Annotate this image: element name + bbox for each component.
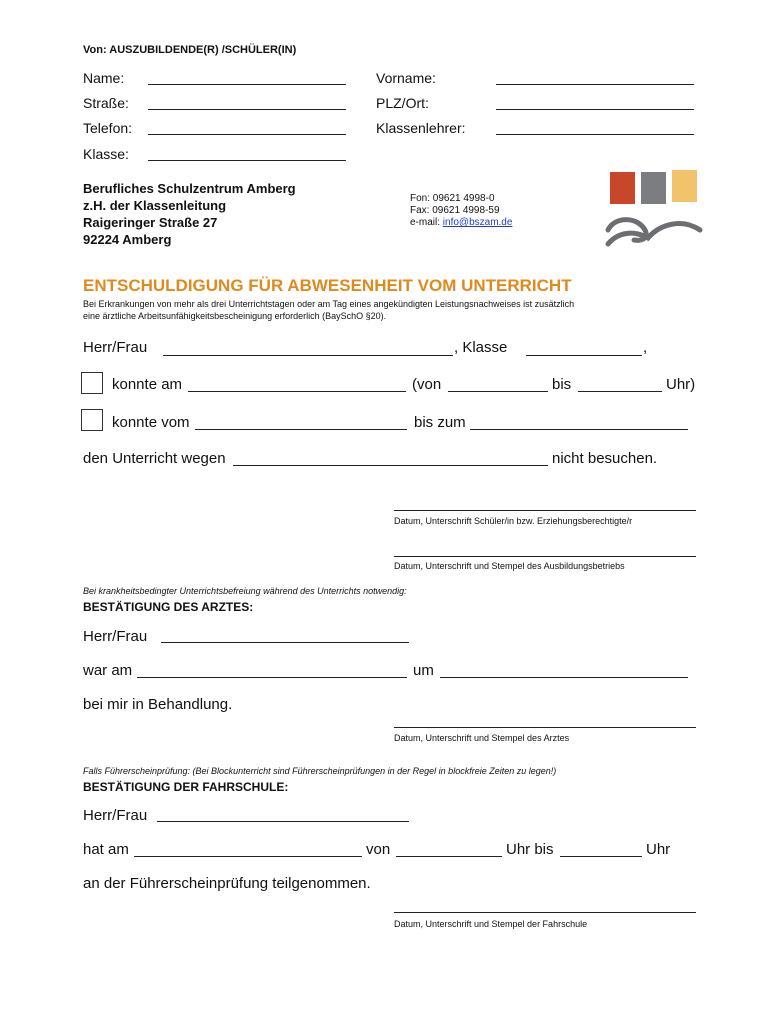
vorname-field[interactable] (496, 84, 694, 85)
contact-fax: Fax: 09621 4998-59 (410, 205, 500, 216)
form-note-line1: Bei Erkrankungen von mehr als drei Unterrichtstagen oder am Tag eines angekündigten Leistungsnachweises ist zusätzlich (83, 299, 575, 309)
address-line2: z.H. der Klassenleitung (83, 198, 227, 213)
um-label: um (413, 662, 434, 679)
signature-arzt-label: Datum, Unterschrift und Stempel des Arztes (394, 733, 570, 743)
signature-arzt-line[interactable] (394, 727, 696, 728)
strasse-label: Straße: (83, 95, 129, 111)
grund-field[interactable] (233, 465, 548, 466)
konnte-vom-label: konnte vom (112, 414, 190, 431)
signature-schueler-label: Datum, Unterschrift Schüler/in bzw. Erziehungsberechtigte/r (394, 516, 633, 526)
bis-label: bis (552, 376, 572, 393)
arzt-herr-frau-field[interactable] (161, 642, 409, 643)
signature-betrieb-label: Datum, Unterschrift und Stempel des Ausbildungsbetriebs (394, 561, 625, 571)
von-time-field[interactable] (448, 391, 548, 392)
plz-field[interactable] (496, 109, 694, 110)
fahr-bis-field[interactable] (560, 856, 642, 857)
von-label: (von (412, 376, 442, 393)
nicht-besuchen-label: nicht besuchen. (552, 450, 658, 467)
war-am-label: war am (83, 662, 133, 679)
email-link[interactable]: info@bszam.de (442, 217, 513, 228)
klasse-field[interactable] (148, 160, 346, 161)
bis-zum-field[interactable] (470, 429, 688, 430)
address-line1: Berufliches Schulzentrum Amberg (83, 181, 296, 196)
signature-betrieb-line[interactable] (394, 556, 696, 557)
sender-heading: Von: AUSZUBILDENDE(R) /SCHÜLER(IN) (83, 44, 297, 56)
form-note (83, 298, 574, 322)
address-line3: Raigeringer Straße 27 (83, 215, 218, 230)
klasse-inline-label: , Klasse (454, 339, 508, 356)
um-field[interactable] (440, 677, 688, 678)
name-label: Name: (83, 70, 125, 86)
konnte-am-label: konnte am (112, 376, 183, 393)
fahr-uhr-label: Uhr (646, 841, 671, 858)
klassenlehrer-field[interactable] (496, 134, 694, 135)
contact-email-row (410, 217, 512, 229)
telefon-field[interactable] (148, 134, 346, 135)
form-note-line2: eine ärztliche Arbeitsunfähigkeitsbescheinigung erforderlich (BaySchO §20). (83, 311, 387, 321)
bis-zum-label: bis zum (414, 414, 466, 431)
behandlung-label: bei mir in Behandlung. (83, 696, 233, 713)
fahr-von-label: von (366, 841, 391, 858)
fahr-von-field[interactable] (396, 856, 502, 857)
address-block (83, 180, 296, 248)
arzt-heading: BESTÄTIGUNG DES ARZTES: (83, 600, 254, 614)
signature-schueler-line[interactable] (394, 510, 696, 511)
klasse-comma: , (643, 339, 648, 356)
war-am-field[interactable] (137, 677, 407, 678)
name-field[interactable] (148, 84, 346, 85)
form-title: ENTSCHULDIGUNG FÜR ABWESENHEIT VOM UNTERRICHT (83, 276, 572, 295)
hat-am-label: hat am (83, 841, 129, 858)
herr-frau-label: Herr/Frau (83, 339, 148, 356)
contact-fon: Fon: 09621 4998-0 (410, 193, 495, 204)
teilgenommen-label: an der Führerscheinprüfung teilgenommen. (83, 875, 371, 892)
vorname-label: Vorname: (376, 70, 436, 86)
unterricht-wegen-label: den Unterricht wegen (83, 450, 226, 467)
uhr-label: Uhr) (666, 376, 696, 393)
fahrschule-herr-frau-label: Herr/Frau (83, 807, 148, 824)
logo-red-block (610, 172, 635, 204)
klassenlehrer-label: Klassenlehrer: (376, 120, 466, 136)
arzt-herr-frau-label: Herr/Frau (83, 628, 148, 645)
konnte-am-field[interactable] (188, 391, 406, 392)
telefon-label: Telefon: (83, 120, 133, 136)
arzt-note: Bei krankheitsbedingter Unterrichtsbefreiung während des Unterrichts notwendig: (83, 586, 407, 596)
fahrschule-note: Falls Führerscheinprüfung: (Bei Blockunterricht sind Führerscheinprüfungen in der Regel in blockfreie Zeiten zu legen!) (83, 766, 557, 776)
hat-am-field[interactable] (134, 856, 362, 857)
signature-fahrschule-label: Datum, Unterschrift und Stempel der Fahrschule (394, 919, 588, 929)
strasse-field[interactable] (148, 109, 346, 110)
plz-label: PLZ/Ort: (376, 95, 429, 111)
bis-time-field[interactable] (578, 391, 662, 392)
klasse-inline-field[interactable] (526, 355, 642, 356)
contact-block (410, 193, 512, 229)
logo-grey-block (641, 172, 666, 204)
address-line4: 92224 Amberg (83, 232, 172, 247)
contact-email-prefix: e-mail: (410, 217, 443, 228)
uhr-bis-label: Uhr bis (506, 841, 554, 858)
fahrschule-herr-frau-field[interactable] (157, 821, 409, 822)
fahrschule-heading: BESTÄTIGUNG DER FAHRSCHULE: (83, 780, 289, 794)
klasse-label: Klasse: (83, 146, 129, 162)
konnte-vom-checkbox[interactable] (81, 409, 103, 431)
bsz-logo-icon (604, 168, 706, 248)
konnte-vom-field[interactable] (195, 429, 407, 430)
konnte-am-checkbox[interactable] (81, 372, 103, 394)
logo-arc (608, 220, 700, 244)
signature-fahrschule-line[interactable] (394, 912, 696, 913)
herr-frau-field[interactable] (163, 355, 453, 356)
logo-yellow-block (672, 170, 697, 202)
